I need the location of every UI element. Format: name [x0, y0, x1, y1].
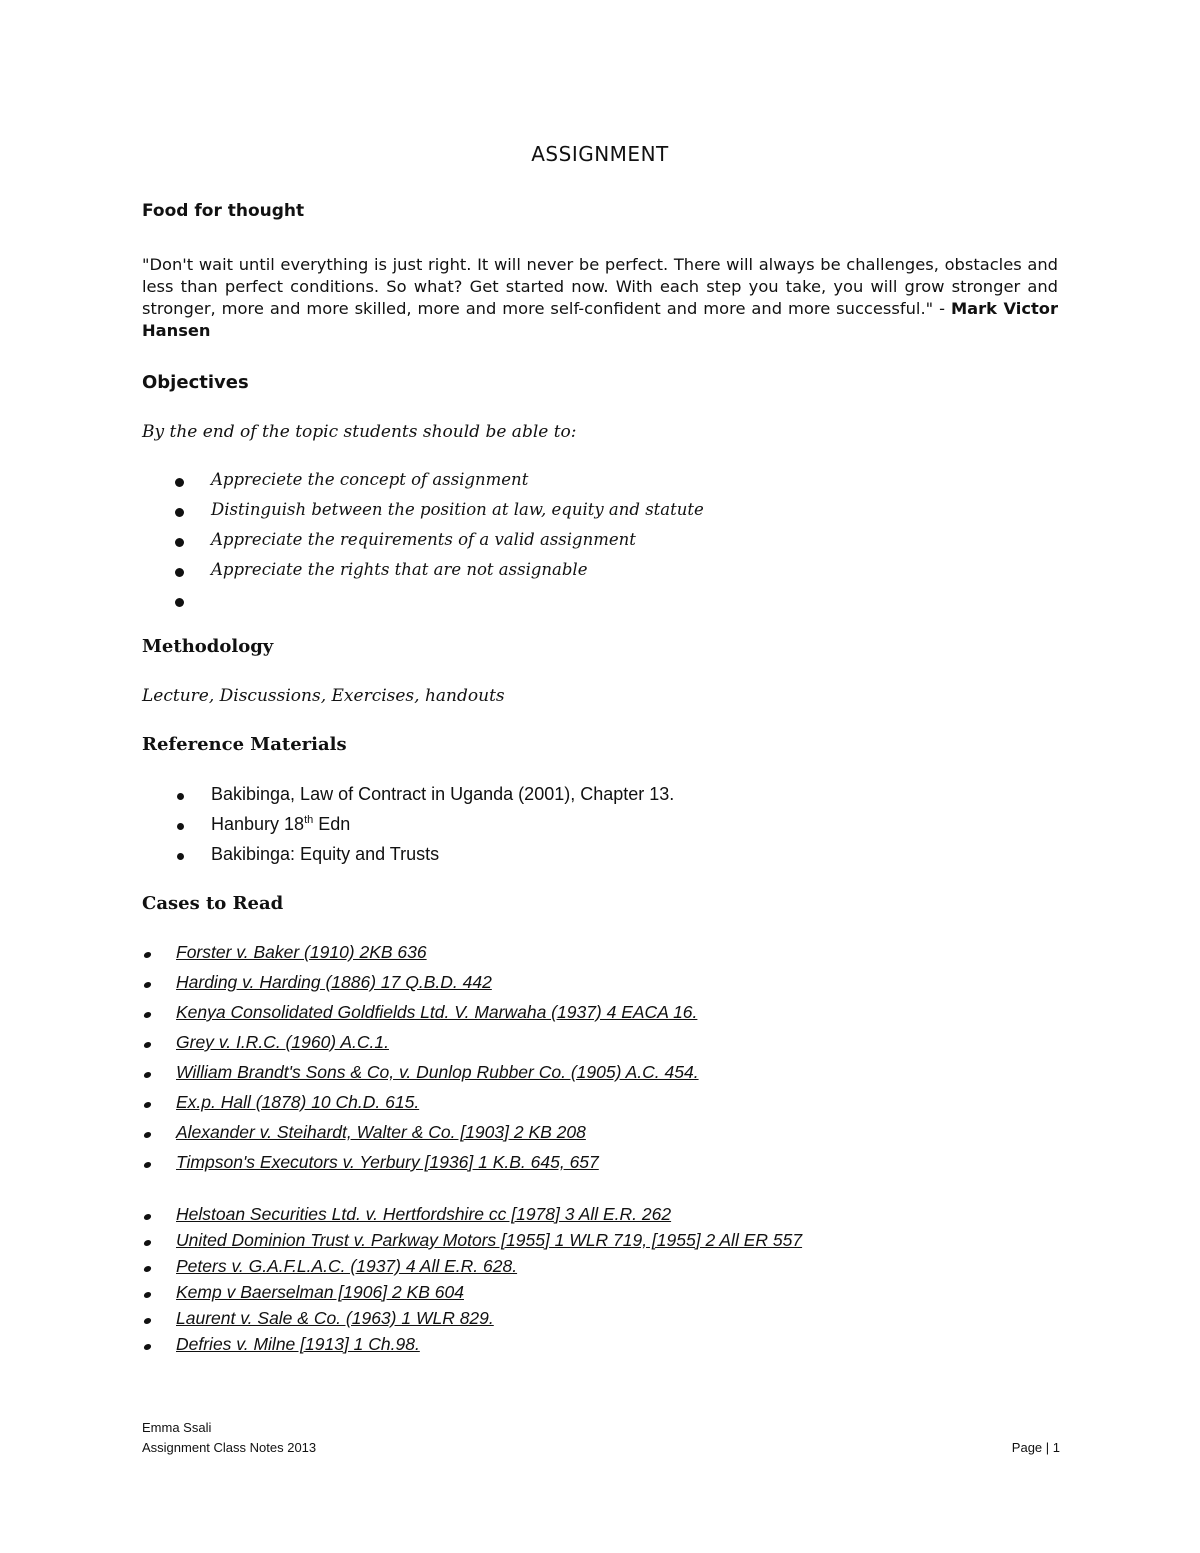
- cases-heading: Cases to Read: [142, 893, 284, 914]
- case-link[interactable]: Peters v. G.A.F.L.A.C. (1937) 4 All E.R. 628.: [176, 1256, 518, 1276]
- list-item: [141, 1256, 1041, 1282]
- case-link[interactable]: Grey v. I.R.C. (1960) A.C.1.: [176, 1032, 389, 1052]
- case-link[interactable]: William Brandt's Sons & Co, v. Dunlop Rubber Co. (1905) A.C. 454.: [176, 1062, 699, 1082]
- case-link[interactable]: Harding v. Harding (1886) 17 Q.B.D. 442: [176, 972, 492, 992]
- list-item: [141, 1032, 1041, 1062]
- bullet-icon: [143, 1318, 152, 1324]
- bullet-icon: [143, 1266, 152, 1272]
- case-link[interactable]: Defries v. Milne [1913] 1 Ch.98.: [176, 1334, 420, 1354]
- list-item: [141, 1122, 1041, 1152]
- bullet-icon: [143, 1292, 152, 1298]
- list-item: Appreciate the requirements of a valid assignment: [175, 530, 975, 560]
- case-link[interactable]: United Dominion Trust v. Parkway Motors [1955] 1 WLR 719, [1955] 2 All ER 557: [176, 1230, 803, 1250]
- list-item: [141, 1282, 1041, 1308]
- list-item: [141, 1308, 1041, 1334]
- objectives-intro: By the end of the topic students should be able to:: [142, 422, 577, 442]
- list-item: [141, 1002, 1041, 1032]
- bullet-icon: [175, 598, 184, 607]
- quote-author: Mark Victor Hansen: [142, 299, 1058, 340]
- list-item: [141, 1230, 1041, 1256]
- bullet-icon: [143, 1162, 152, 1168]
- bullet-icon: [143, 1012, 152, 1018]
- bullet-icon: [175, 508, 184, 517]
- bullet-icon: [143, 952, 152, 958]
- bullet-icon: [143, 1240, 152, 1246]
- quote-paragraph: [142, 254, 1058, 342]
- list-item: Hanbury 18th Edn: [175, 814, 975, 844]
- list-item: [141, 1334, 1041, 1360]
- list-item: [175, 590, 975, 620]
- list-item: [141, 1204, 1041, 1230]
- reference-materials-heading: Reference Materials: [142, 734, 347, 755]
- bullet-icon: [177, 823, 184, 830]
- case-link[interactable]: Alexander v. Steihardt, Walter & Co. [1903] 2 KB 208: [176, 1122, 586, 1142]
- food-for-thought-heading: Food for thought: [142, 201, 305, 221]
- bullet-icon: [143, 1102, 152, 1108]
- reference-list: [175, 784, 975, 874]
- objectives-list: [175, 470, 975, 620]
- list-item: [141, 1152, 1041, 1182]
- bullet-icon: [175, 568, 184, 577]
- case-link[interactable]: Timpson's Executors v. Yerbury [1936] 1 K.B. 645, 657: [176, 1152, 599, 1172]
- document-title: ASSIGNMENT: [531, 142, 669, 166]
- list-item: [141, 1092, 1041, 1122]
- bullet-icon: [143, 1344, 152, 1350]
- list-item: Bakibinga: Equity and Trusts: [175, 844, 975, 874]
- bullet-icon: [177, 853, 184, 860]
- bullet-icon: [175, 478, 184, 487]
- footer-page-number: Page | 1: [1011, 1440, 1060, 1455]
- list-item: Appreciete the concept of assignment: [175, 470, 975, 500]
- methodology-heading: Methodology: [142, 636, 274, 657]
- bullet-icon: [143, 982, 152, 988]
- list-item: [141, 942, 1041, 972]
- bullet-icon: [143, 1132, 152, 1138]
- bullet-icon: [177, 793, 184, 800]
- case-link[interactable]: Helstoan Securities Ltd. v. Hertfordshire cc [1978] 3 All E.R. 262: [176, 1204, 672, 1224]
- cases-list-1: [141, 942, 1041, 1182]
- list-item: Appreciate the rights that are not assignable: [175, 560, 975, 590]
- bullet-icon: [175, 538, 184, 547]
- list-item: [141, 1062, 1041, 1092]
- footer-notes: Assignment Class Notes 2013: [142, 1440, 317, 1455]
- case-link[interactable]: Ex.p. Hall (1878) 10 Ch.D. 615.: [176, 1092, 420, 1112]
- bullet-icon: [143, 1072, 152, 1078]
- list-item: Bakibinga, Law of Contract in Uganda (2001), Chapter 13.: [175, 784, 975, 814]
- case-link[interactable]: Laurent v. Sale & Co. (1963) 1 WLR 829.: [176, 1308, 494, 1328]
- list-item: [141, 972, 1041, 1002]
- case-link[interactable]: Kemp v Baerselman [1906] 2 KB 604: [176, 1282, 464, 1302]
- bullet-icon: [143, 1214, 152, 1220]
- methodology-text: Lecture, Discussions, Exercises, handouts: [142, 686, 505, 706]
- cases-list-2: [141, 1204, 1041, 1360]
- case-link[interactable]: Forster v. Baker (1910) 2KB 636: [176, 942, 427, 962]
- objectives-heading: Objectives: [142, 372, 249, 393]
- bullet-icon: [143, 1042, 152, 1048]
- quote-text: "Don't wait until everything is just right. It will never be perfect. There will always be challenges, obstacles and less than perfect conditions. So what? Get started now. With each step you take, you will grow stronger and stronger, more and more skilled, more and more self-confident and more and more successful." -: [142, 255, 1058, 318]
- case-link[interactable]: Kenya Consolidated Goldfields Ltd. V. Marwaha (1937) 4 EACA 16.: [176, 1002, 698, 1022]
- footer-author: Emma Ssali: [142, 1420, 212, 1435]
- list-item: Distinguish between the position at law, equity and statute: [175, 500, 975, 530]
